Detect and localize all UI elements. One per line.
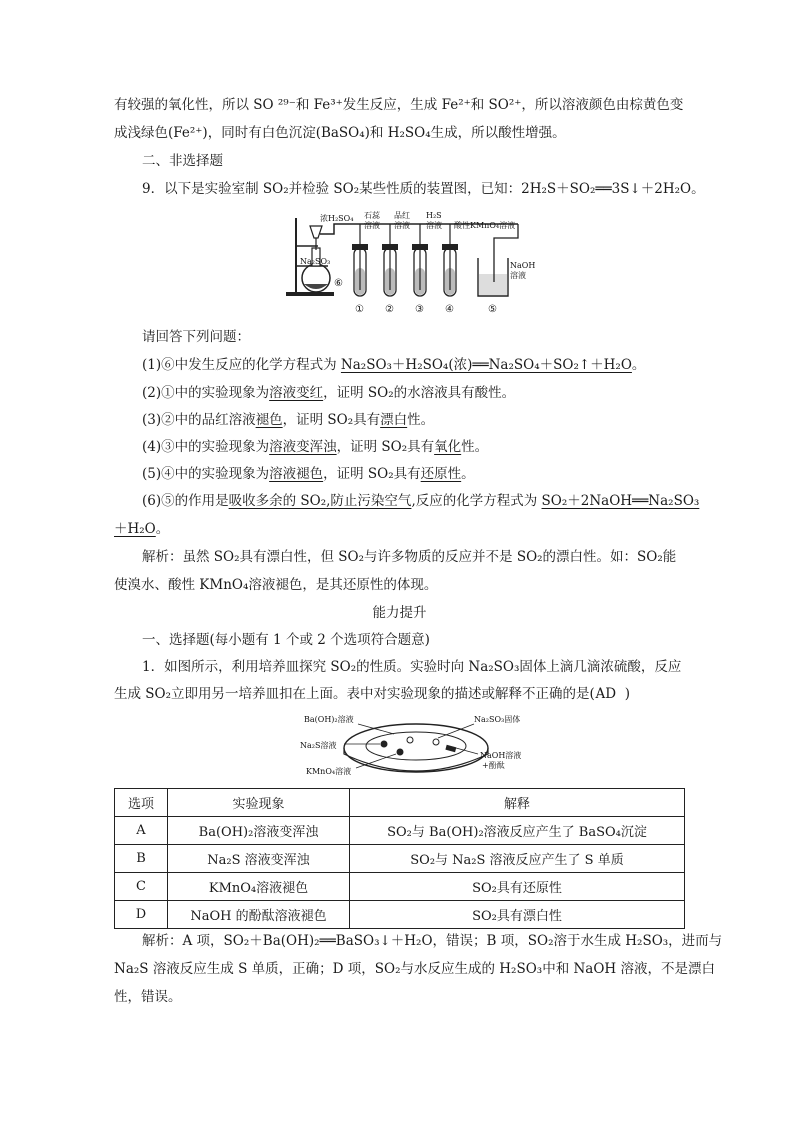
table-cell: SO₂与 Na₂S 溶液反应产生了 S 单质	[350, 845, 685, 873]
label-pinhong-2: 溶液	[394, 221, 410, 230]
q9-item-1-pre: (1)⑥中发生反应的化学方程式为	[142, 357, 341, 373]
q9-item-4-answer: 溶液变浑浊	[269, 439, 337, 455]
q9-item-2-pre: (2)①中的实验现象为	[142, 385, 270, 401]
q9-item-6-cont	[114, 520, 169, 538]
label-kmno4: 酸性KMnO₄溶液	[454, 221, 516, 230]
table-cell: KMnO₄溶液褪色	[168, 873, 350, 901]
label-naoh-2: 溶液	[510, 271, 526, 280]
table-row	[115, 873, 685, 901]
intro-line-2: 成浅绿色(Fe²⁺)，同时有白色沉淀(BaSO₄)和 H₂SO₄生成，所以酸性增强。	[114, 125, 566, 141]
q9-item-2-answer: 溶液变红	[269, 385, 324, 401]
drop-kmno4	[397, 749, 404, 756]
q1-stem-2	[114, 685, 630, 703]
table-cell: SO₂与 Ba(OH)₂溶液反应产生了 BaSO₄沉淀	[350, 817, 685, 845]
q9-item-1-post: 。	[631, 357, 646, 373]
q9-item-5-mid: ，证明 SO₂具有	[323, 466, 421, 482]
drop-na2s	[381, 741, 388, 748]
label-num-2: ②	[385, 304, 394, 315]
q9-item-6-answer-3: ＋H₂O	[114, 521, 156, 537]
q1-stem-2-text: 生成 SO₂立即用另一培养皿扣在上面。表中对实验现象的描述或解释不正确的是(	[114, 686, 595, 702]
intro-line-1: 有较强的氧化性，所以 SO ²⁹⁻和 Fe³⁺发生反应，生成 Fe²⁺和 SO²⁺，所以溶液颜色由棕黄色变	[114, 97, 684, 113]
q1-stem-1: 1．如图所示，利用培养皿探究 SO₂的性质。实验时向 Na₂SO₃固体上滴几滴浓硫酸，反应	[142, 659, 682, 675]
q9-item-6-pre: (6)⑤的作用是	[142, 493, 229, 509]
label-num-3: ③	[415, 304, 424, 315]
q9-item-4-answer-2: 氧化	[434, 439, 462, 455]
table-header: 实验现象	[168, 789, 350, 817]
petri-dish-figure	[298, 708, 538, 784]
table-cell: Na₂S 溶液变浑浊	[168, 845, 350, 873]
q1-analysis-1: 解析：A 项，SO₂＋Ba(OH)₂══BaSO₃↓＋H₂O，错误；B 项，SO₂溶于水生成 H₂SO₃，进而与	[142, 933, 723, 949]
table-header: 选项	[115, 789, 168, 817]
q9-item-4-post: 性。	[461, 439, 489, 455]
table-row	[115, 901, 685, 929]
label-h2s-2: 溶液	[426, 221, 442, 230]
q9-item-1	[142, 356, 645, 374]
q9-item-3	[142, 411, 434, 429]
table-cell: SO₂具有还原性	[350, 873, 685, 901]
stand-base	[286, 292, 334, 296]
apparatus-figure	[282, 208, 544, 318]
label-pinhong-1: 品红	[394, 211, 410, 220]
label-naoh-1: NaOH	[510, 261, 536, 270]
q9-item-6-answer: 吸收多余的 SO₂,防止污染空气	[228, 493, 412, 509]
q9-item-3-pre: (3)②中的品红溶液	[142, 412, 256, 428]
q9-item-4	[142, 438, 488, 456]
table-cell: D	[115, 901, 168, 929]
label-litmus-2: 溶液	[364, 221, 380, 230]
q1-analysis-2: Na₂S 溶液反应生成 S 单质，正确；D 项，SO₂与水反应生成的 H₂SO₃中和 NaOH 溶液，不是漂白	[114, 961, 715, 977]
q9-item-6-post: 。	[155, 521, 170, 537]
label-num-5: ⑤	[488, 304, 497, 315]
q1-answer: AD	[595, 686, 617, 702]
q9-analysis-1: 解析：虽然 SO₂具有漂白性，但 SO₂与许多物质的反应并不是 SO₂的漂白性。如：SO₂能	[142, 549, 677, 565]
table-cell: Ba(OH)₂溶液变浑浊	[168, 817, 350, 845]
table-cell: SO₂具有漂白性	[350, 901, 685, 929]
q9-prompt: 请回答下列问题：	[142, 329, 250, 345]
label-kmno4-dish: KMnO₄溶液	[306, 767, 352, 776]
table-cell: A	[115, 817, 168, 845]
table-cell: B	[115, 845, 168, 873]
label-na2so3-solid: Na₂SO₃固体	[474, 715, 521, 724]
label-baoh: Ba(OH)₂溶液	[304, 715, 354, 724]
options-table	[114, 788, 685, 929]
drop-center	[407, 737, 413, 743]
q9-item-5-answer: 溶液褪色	[269, 466, 324, 482]
label-naoh-dish-2: +酚酞	[482, 761, 505, 770]
q9-item-3-mid: ，证明 SO₂具有	[282, 412, 381, 428]
q9-item-4-pre: (4)③中的实验现象为	[142, 439, 270, 455]
table-row	[115, 845, 685, 873]
label-h2s-1: H₂S	[426, 211, 442, 220]
q9-item-5-post: 。	[461, 466, 475, 482]
section-title-ability: 能力提升	[372, 605, 427, 621]
q9-item-5-answer-2: 还原性	[420, 466, 462, 482]
q1-analysis-3: 性，错误。	[114, 989, 182, 1005]
q9-item-5	[142, 465, 475, 483]
q9-item-1-answer: Na₂SO₃＋H₂SO₄(浓)══Na₂SO₄＋SO₂↑＋H₂O	[340, 357, 632, 373]
q9-item-6-mid: ,反应的化学方程式为	[411, 493, 542, 509]
q9-item-6-answer-2: SO₂＋2NaOH══Na₂SO₃	[541, 493, 700, 509]
label-num-6: ⑥	[334, 278, 343, 289]
q9-item-6	[142, 492, 699, 510]
label-num-4: ④	[445, 304, 454, 315]
q9-item-4-mid: ，证明 SO₂具有	[336, 439, 435, 455]
q9-item-3-answer: 褪色	[255, 412, 283, 428]
label-num-1: ①	[355, 304, 364, 315]
q9-stem: 9．以下是实验室制 SO₂并检验 SO₂某些性质的装置图，已知：2H₂S＋SO₂══3S↓＋2H₂O。	[142, 181, 705, 197]
label-naoh-dish-1: NaOH溶液	[480, 751, 522, 760]
funnel	[310, 226, 322, 238]
label-na2so3: Na₂SO₃	[300, 257, 331, 266]
section-heading-choice: 一、选择题(每小题有 1 个或 2 个选项符合题意)	[142, 632, 430, 648]
drop-right	[433, 739, 439, 745]
q9-item-5-pre: (5)④中的实验现象为	[142, 466, 270, 482]
table-cell: NaOH 的酚酞溶液褪色	[168, 901, 350, 929]
q9-analysis-2: 使溴水、酸性 KMnO₄溶液褪色，是其还原性的体现。	[114, 577, 438, 593]
q9-item-3-answer-2: 漂白	[380, 412, 408, 428]
table-header-row	[115, 789, 685, 817]
q9-item-2	[142, 384, 515, 402]
table-header: 解释	[350, 789, 685, 817]
q9-item-2-post: ，证明 SO₂的水溶液具有酸性。	[323, 385, 516, 401]
section-heading-nonchoice: 二、非选择题	[142, 153, 223, 169]
table-cell: C	[115, 873, 168, 901]
label-litmus-1: 石蕊	[364, 211, 380, 220]
q1-stem-2-end: )	[624, 686, 631, 702]
label-acid: 浓H₂SO₄	[320, 214, 354, 223]
table-row	[115, 817, 685, 845]
q9-item-3-post: 性。	[407, 412, 435, 428]
label-na2s: Na₂S溶液	[300, 741, 337, 750]
